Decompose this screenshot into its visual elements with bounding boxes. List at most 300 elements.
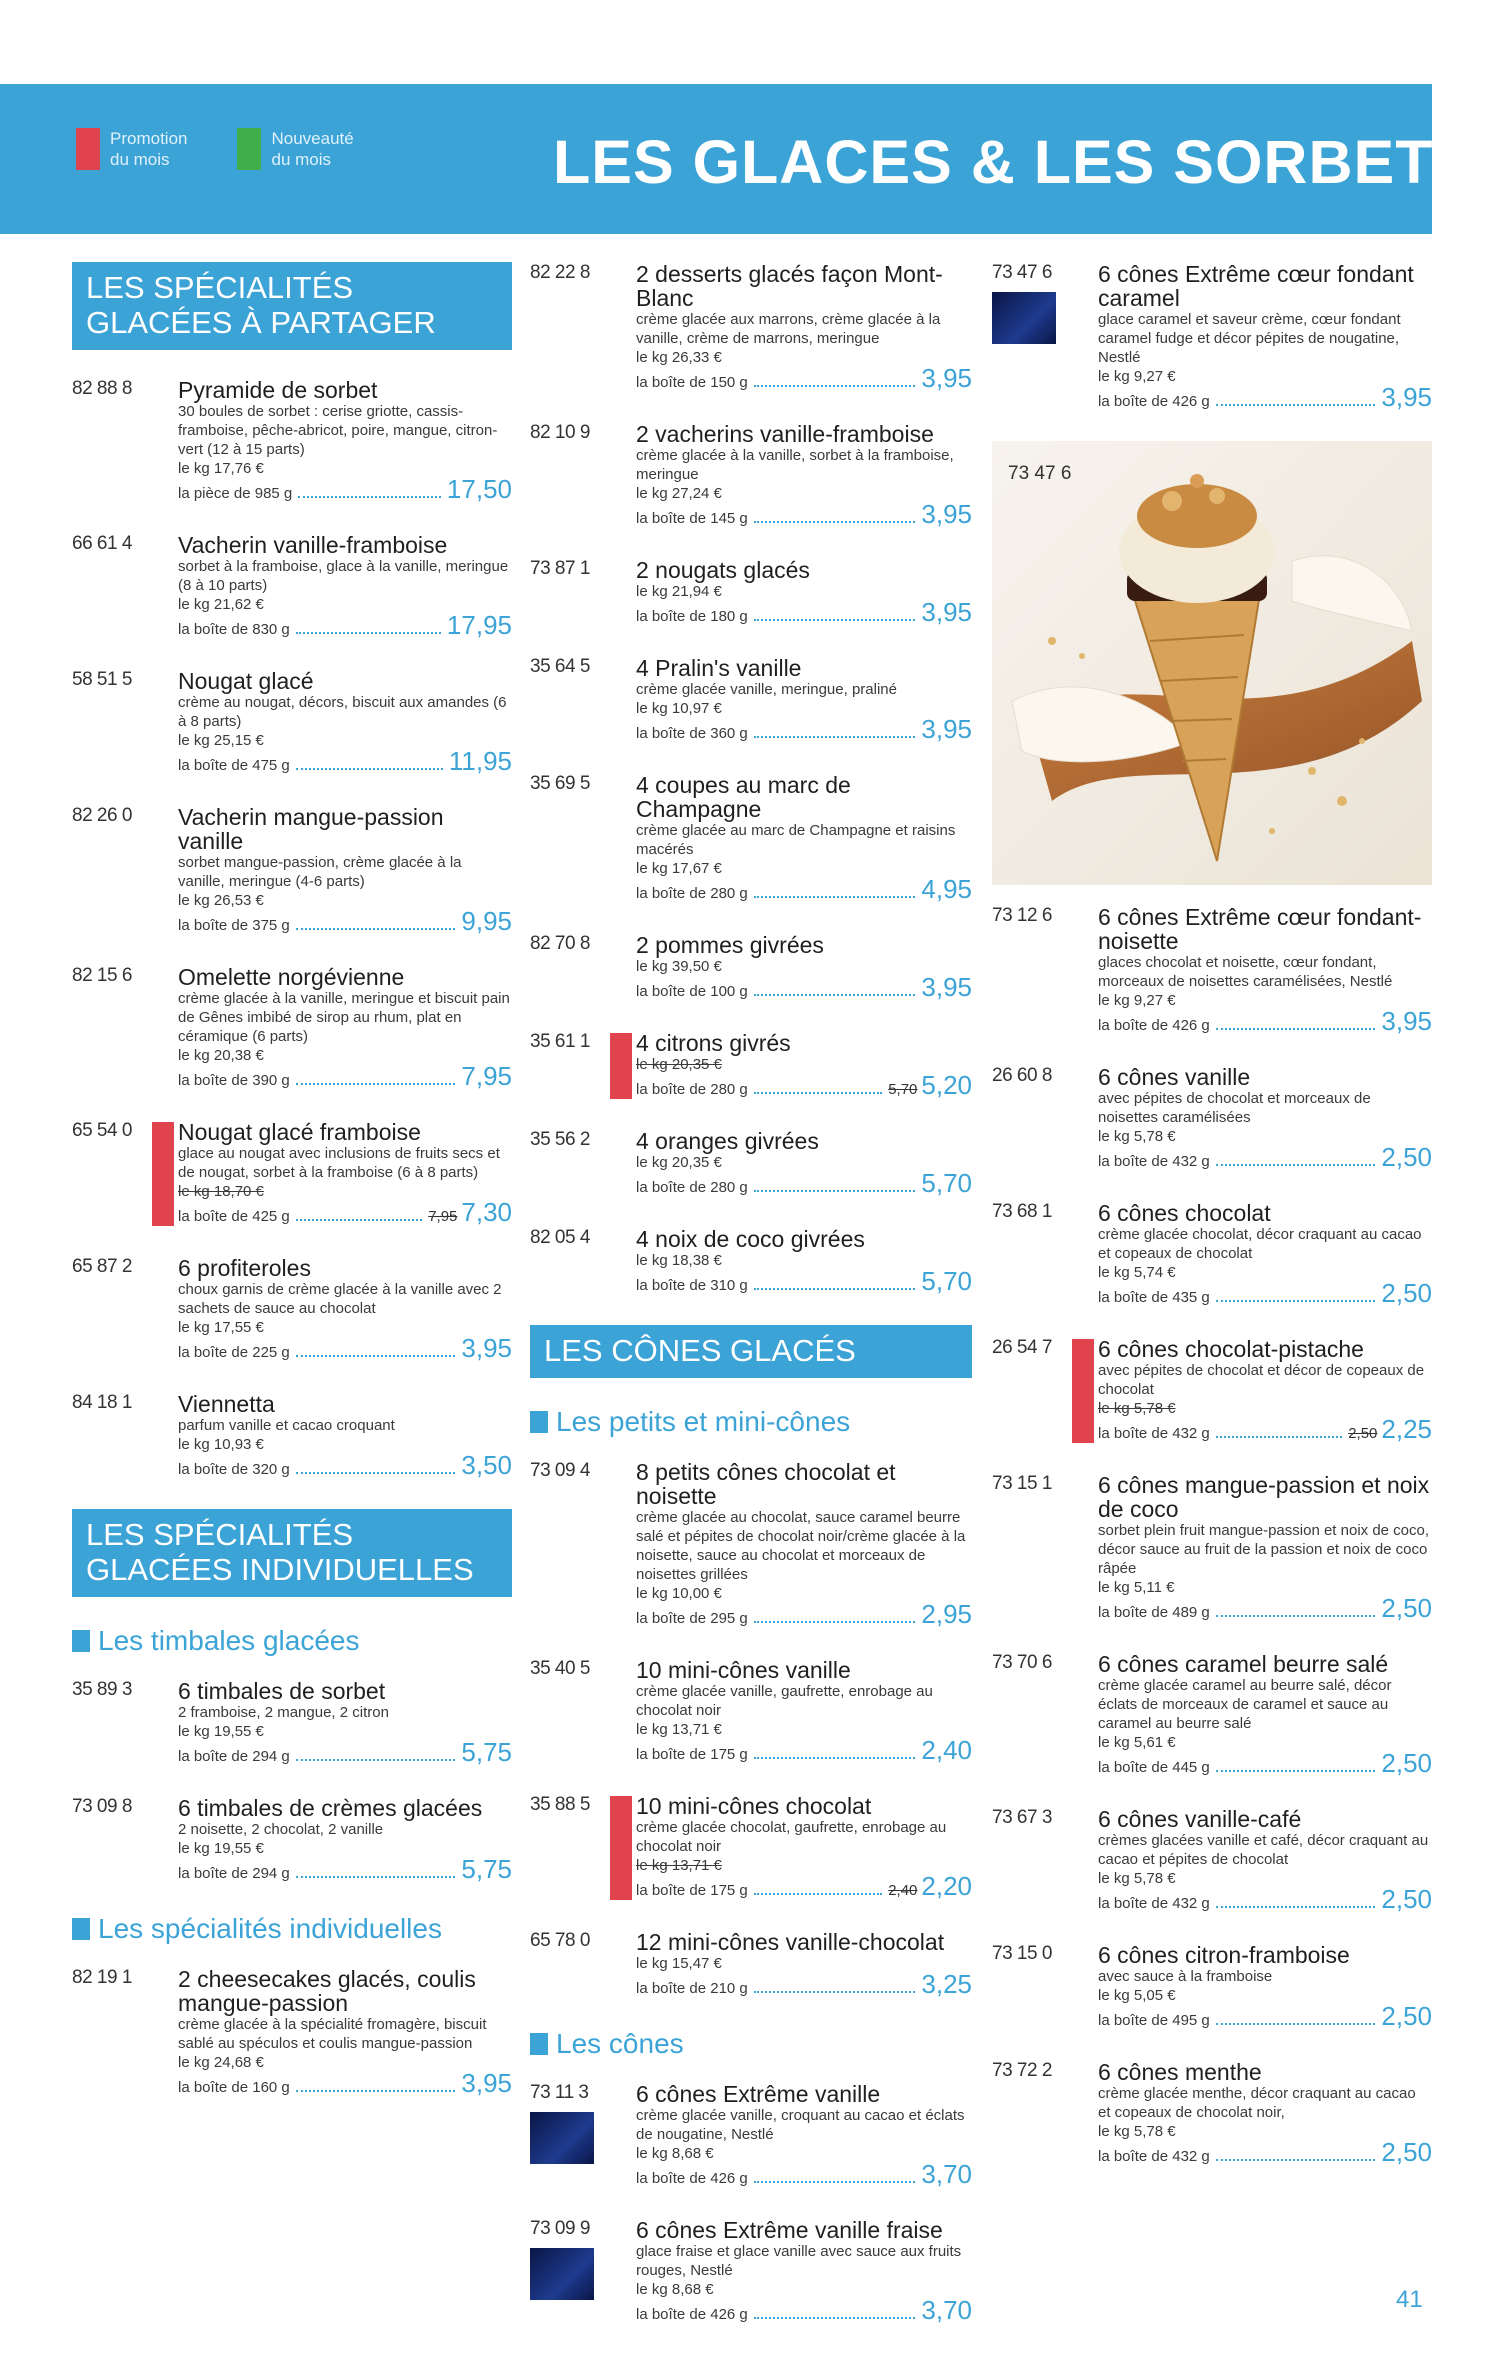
promotion-marker-icon [1072, 1339, 1094, 1443]
product-price: 11,95 [448, 746, 512, 776]
package-size: la boîte de 426 g [1098, 393, 1210, 410]
price-line [636, 597, 972, 628]
product-price: 3,50 [461, 1450, 512, 1480]
product-price: 3,95 [461, 1333, 512, 1363]
product-code: 82 70 8 [530, 933, 590, 954]
product-item [530, 262, 972, 394]
price-per-kg: le kg 20,35 € [636, 1056, 722, 1073]
package-size: la boîte de 175 g [636, 1746, 748, 1763]
legend-promotion-label-2: du mois [110, 150, 170, 169]
product-thumbnail-icon [530, 2112, 594, 2164]
price-per-kg: le kg 17,67 € [636, 860, 722, 877]
price-line [636, 1266, 972, 1297]
product-name: Pyramide de sorbet [178, 377, 378, 403]
product-code: 73 15 0 [992, 1943, 1052, 1964]
price-per-kg: le kg 26,33 € [636, 349, 722, 366]
leader-dots [1216, 1300, 1376, 1302]
price-line [178, 474, 512, 505]
leader-dots [296, 1876, 456, 1878]
product-description: crème glacée chocolat, décor craquant au cacao et copeaux de chocolat [1098, 1226, 1422, 1262]
package-size: la boîte de 210 g [636, 1980, 748, 1997]
subheading-cones [530, 2028, 972, 2060]
section-band-a-partager: LES SPÉCIALITÉS GLACÉES À PARTAGER [72, 262, 512, 350]
price-line [636, 1599, 972, 1630]
product-item [992, 1065, 1432, 1173]
leader-dots [754, 1893, 882, 1895]
product-code: 73 67 3 [992, 1807, 1052, 1828]
product-item [530, 1227, 972, 1297]
square-bullet-icon [72, 1630, 90, 1652]
price-line [636, 1735, 972, 1766]
product-price: 5,75 [461, 1854, 512, 1884]
product-code: 73 09 8 [72, 1796, 132, 1817]
price-per-kg: le kg 21,94 € [636, 583, 722, 600]
price-per-kg: le kg 19,55 € [178, 1723, 264, 1740]
price-line [178, 746, 512, 777]
leader-dots [754, 1190, 916, 1192]
price-line [178, 1333, 512, 1364]
product-price: 3,95 [921, 499, 972, 529]
product-description: crème glacée menthe, décor craquant au cacao et copeaux de chocolat noir, [1098, 2085, 1416, 2121]
price-line [1098, 1884, 1432, 1915]
product-code: 73 72 2 [992, 2060, 1052, 2081]
price-per-kg: le kg 5,78 € [1098, 1400, 1176, 1417]
product-price: 2,20 [921, 1871, 972, 1901]
price-line [636, 363, 972, 394]
legend [76, 128, 354, 170]
product-item [992, 262, 1432, 413]
product-item [72, 1679, 512, 1768]
leader-dots [754, 2317, 916, 2319]
price-per-kg: le kg 21,62 € [178, 596, 264, 613]
price-line [636, 1969, 972, 2000]
price-per-kg: le kg 13,71 € [636, 1721, 722, 1738]
product-description: glace fraise et glace vanille avec sauce aux fruits rouges, Nestlé [636, 2243, 962, 2279]
product-code: 35 64 5 [530, 656, 590, 677]
price-per-kg: le kg 26,53 € [178, 892, 264, 909]
product-name: 12 mini-cônes vanille-chocolat [636, 1929, 945, 1955]
price-per-kg: le kg 19,55 € [178, 1840, 264, 1857]
product-name: Viennetta [178, 1391, 275, 1417]
package-size: la boîte de 426 g [1098, 1017, 1210, 1034]
product-code: 26 60 8 [992, 1065, 1052, 1086]
ice-cream-cone-photo [992, 441, 1432, 885]
page-title: LES GLACES & LES SORBETS [553, 128, 1476, 196]
product-price: 7,95 [461, 1061, 512, 1091]
product-code: 84 18 1 [72, 1392, 132, 1413]
promo-swatch-icon [76, 128, 100, 170]
leader-dots [754, 736, 916, 738]
product-thumbnail-icon [992, 292, 1056, 344]
product-item [530, 1658, 972, 1766]
product-name: Vacherin vanille-framboise [178, 532, 448, 558]
package-size: la boîte de 435 g [1098, 1289, 1210, 1306]
product-list-cones-extreme [992, 262, 1432, 413]
leader-dots [754, 521, 916, 523]
product-description: sorbet mangue-passion, crème glacée à la vanille, meringue (4-6 parts) [178, 854, 462, 890]
promotion-marker-icon [610, 1033, 632, 1099]
package-size: la boîte de 426 g [636, 2170, 748, 2187]
product-description: crème glacée chocolat, gaufrette, enrobage au chocolat noir [636, 1819, 947, 1855]
product-item [72, 1796, 512, 1885]
product-price: 5,75 [461, 1737, 512, 1767]
product-name: Vacherin mangue-passion vanille [178, 804, 444, 854]
product-code: 73 09 4 [530, 1460, 590, 1481]
product-code: 35 56 2 [530, 1129, 590, 1150]
product-description: crème glacée vanille, gaufrette, enrobage au chocolat noir [636, 1683, 933, 1719]
promotion-marker-icon [610, 1796, 632, 1900]
product-price: 5,70 [921, 1266, 972, 1296]
product-name: Omelette norgévienne [178, 964, 405, 990]
leader-dots [754, 1991, 916, 1993]
product-item [72, 1256, 512, 1364]
price-per-kg: le kg 5,78 € [1098, 2123, 1176, 2140]
product-item [72, 965, 512, 1092]
package-size: la boîte de 425 g [178, 1208, 290, 1225]
price-per-kg: le kg 8,68 € [636, 2281, 714, 2298]
legend-promotion [76, 128, 187, 170]
product-price: 4,95 [921, 874, 972, 904]
square-bullet-icon [530, 2033, 548, 2055]
price-per-kg: le kg 9,27 € [1098, 992, 1176, 1009]
price-per-kg: le kg 20,38 € [178, 1047, 264, 1064]
product-item [72, 378, 512, 505]
price-line [1098, 382, 1432, 413]
package-size: la boîte de 360 g [636, 725, 748, 742]
product-code: 73 11 3 [530, 2082, 589, 2103]
product-item [530, 773, 972, 905]
price-per-kg: le kg 5,78 € [1098, 1870, 1176, 1887]
product-item [992, 1201, 1432, 1309]
product-item [992, 2060, 1432, 2168]
product-code: 35 69 5 [530, 773, 590, 794]
product-price: 17,50 [446, 474, 512, 504]
leader-dots [754, 1288, 916, 1290]
leader-dots [1216, 404, 1376, 406]
price-line [1098, 1142, 1432, 1173]
leader-dots [754, 994, 916, 996]
product-item [530, 1460, 972, 1630]
section-band-cones-glaces: LES CÔNES GLACÉS [530, 1325, 972, 1378]
leader-dots [296, 1472, 456, 1474]
product-list-specialites [72, 1967, 512, 2099]
product-name: Nougat glacé [178, 668, 314, 694]
product-description: avec sauce à la framboise [1098, 1968, 1273, 1985]
price-line [178, 1197, 512, 1228]
square-bullet-icon [530, 1411, 548, 1433]
leader-dots [298, 496, 441, 498]
product-item [72, 1392, 512, 1481]
product-code: 58 51 5 [72, 669, 132, 690]
product-name: 2 vacherins vanille-framboise [636, 421, 934, 447]
product-price: 2,40 [921, 1735, 972, 1765]
product-price: 2,50 [1381, 1748, 1432, 1778]
package-size: la boîte de 294 g [178, 1748, 290, 1765]
product-code: 65 78 0 [530, 1930, 590, 1951]
photo-product-code: 73 47 6 [1008, 463, 1072, 484]
leader-dots [1216, 2023, 1376, 2025]
product-price: 3,95 [921, 597, 972, 627]
leader-dots [1216, 2159, 1376, 2161]
product-item [992, 1943, 1432, 2032]
product-code: 82 15 6 [72, 965, 132, 986]
package-size: la boîte de 175 g [636, 1882, 748, 1899]
product-description: crème glacée vanille, croquant au cacao et éclats de nougatine, Nestlé [636, 2107, 965, 2143]
leader-dots [754, 2181, 916, 2183]
price-line [1098, 1414, 1432, 1445]
product-code: 35 89 3 [72, 1679, 132, 1700]
price-line [636, 499, 972, 530]
price-line [178, 1061, 512, 1092]
product-item [72, 1120, 512, 1228]
product-code: 26 54 7 [992, 1337, 1052, 1358]
product-item [992, 1807, 1432, 1915]
price-per-kg: le kg 9,27 € [1098, 368, 1176, 385]
price-line [1098, 1278, 1432, 1309]
price-per-kg: le kg 25,15 € [178, 732, 264, 749]
price-per-kg: le kg 5,74 € [1098, 1264, 1176, 1281]
product-description: 2 framboise, 2 mangue, 2 citron [178, 1704, 389, 1721]
product-item [530, 1930, 972, 2000]
product-description: crème glacée à la vanille, sorbet à la framboise, meringue [636, 447, 954, 483]
product-item [992, 1337, 1432, 1445]
product-price: 3,95 [921, 714, 972, 744]
section-band-individuelles: LES SPÉCIALITÉS GLACÉES INDIVIDUELLES [72, 1509, 512, 1597]
product-code: 66 61 4 [72, 533, 132, 554]
product-price: 17,95 [446, 610, 512, 640]
product-code: 35 61 1 [530, 1031, 590, 1052]
old-price: 5,70 [888, 1081, 918, 1098]
legend-nouveaute-label-2: du mois [271, 150, 332, 169]
package-size: la boîte de 180 g [636, 608, 748, 625]
package-size: la boîte de 280 g [636, 1081, 748, 1098]
product-list-cones [530, 2082, 972, 2326]
product-item [530, 422, 972, 530]
product-name: 6 cônes Extrême cœur fondant caramel [1098, 261, 1414, 311]
price-line [636, 714, 972, 745]
subheading-timbales-label: Les timbales glacées [98, 1625, 360, 1656]
subheading-cones-label: Les cônes [556, 2028, 684, 2059]
product-list-desserts [530, 262, 972, 1297]
product-name: Nougat glacé framboise [178, 1119, 421, 1145]
price-per-kg: le kg 5,61 € [1098, 1734, 1176, 1751]
package-size: la boîte de 295 g [636, 1610, 748, 1627]
square-bullet-icon [72, 1918, 90, 1940]
price-per-kg: le kg 17,55 € [178, 1319, 264, 1336]
product-price: 3,95 [1381, 382, 1432, 412]
product-price: 3,95 [921, 972, 972, 1002]
product-price: 3,70 [921, 2295, 972, 2325]
product-code: 35 40 5 [530, 1658, 590, 1679]
leader-dots [1216, 1906, 1376, 1908]
product-description: crème glacée à la spécialité fromagère, biscuit sablé au spéculos et coulis mangue-passion [178, 2016, 487, 2052]
product-name: 4 oranges givrées [636, 1128, 819, 1154]
price-line [636, 874, 972, 905]
product-list-a-partager [72, 378, 512, 1481]
product-name: 4 Pralin's vanille [636, 655, 802, 681]
price-line [178, 610, 512, 641]
product-code: 82 19 1 [72, 1967, 132, 1988]
product-name: 2 cheesecakes glacés, coulis mangue-passion [178, 1966, 476, 2016]
subheading-timbales [72, 1625, 512, 1657]
product-price: 2,95 [921, 1599, 972, 1629]
product-code: 73 15 1 [992, 1473, 1052, 1494]
product-item [530, 656, 972, 745]
promotion-marker-icon [152, 1122, 174, 1226]
leader-dots [296, 2090, 456, 2092]
package-size: la boîte de 432 g [1098, 1425, 1210, 1442]
leader-dots [754, 385, 916, 387]
product-name: 6 cônes Extrême cœur fondant-noisette [1098, 904, 1422, 954]
price-per-kg: le kg 10,97 € [636, 700, 722, 717]
product-name: 4 noix de coco givrées [636, 1226, 865, 1252]
product-code: 82 26 0 [72, 805, 132, 826]
package-size: la boîte de 280 g [636, 885, 748, 902]
product-name: 6 cônes Extrême vanille fraise [636, 2217, 943, 2243]
product-description: crèmes glacées vanille et café, décor craquant au cacao et pépites de chocolat [1098, 1832, 1429, 1868]
product-name: 6 cônes caramel beurre salé [1098, 1651, 1389, 1677]
price-line [636, 1168, 972, 1199]
price-line [636, 1871, 972, 1902]
product-code: 82 10 9 [530, 422, 590, 443]
leader-dots [296, 1355, 456, 1357]
product-item [72, 533, 512, 641]
cone-illustration-icon [992, 441, 1432, 885]
product-code: 82 05 4 [530, 1227, 590, 1248]
price-per-kg: le kg 10,93 € [178, 1436, 264, 1453]
leader-dots [754, 1621, 916, 1623]
package-size: la boîte de 432 g [1098, 1895, 1210, 1912]
product-price: 5,20 [921, 1070, 972, 1100]
product-price: 2,50 [1381, 1593, 1432, 1623]
leader-dots [296, 768, 443, 770]
product-name: 2 pommes givrées [636, 932, 824, 958]
package-size: la boîte de 432 g [1098, 1153, 1210, 1170]
column-3 [992, 262, 1432, 2196]
subheading-petits-cones-label: Les petits et mini-cônes [556, 1406, 851, 1437]
product-code: 73 09 9 [530, 2218, 590, 2239]
product-list-mini-cones [530, 1460, 972, 2000]
package-size: la boîte de 100 g [636, 983, 748, 1000]
product-item [530, 2218, 972, 2326]
product-thumbnail-icon [530, 2248, 594, 2300]
product-description: glace au nougat avec inclusions de fruits secs et de nougat, sorbet à la framboise (6 à 8 parts) [178, 1145, 500, 1181]
old-price: 2,50 [1348, 1425, 1378, 1442]
product-price: 3,25 [921, 1969, 972, 1999]
product-list-timbales [72, 1679, 512, 1885]
product-code: 82 88 8 [72, 378, 132, 399]
product-name: 6 cônes vanille-café [1098, 1806, 1302, 1832]
product-name: 8 petits cônes chocolat et noisette [636, 1459, 896, 1509]
product-description: avec pépites de chocolat et décor de copeaux de chocolat [1098, 1362, 1425, 1398]
leader-dots [1216, 1615, 1376, 1617]
product-description: crème glacée vanille, meringue, praliné [636, 681, 897, 698]
column-1 [72, 262, 512, 2127]
leader-dots [754, 619, 916, 621]
column-2 [530, 262, 972, 2354]
product-item [992, 905, 1432, 1037]
product-name: 6 cônes mangue-passion et noix de coco [1098, 1472, 1430, 1522]
package-size: la boîte de 426 g [636, 2306, 748, 2323]
price-line [636, 2295, 972, 2326]
price-line [1098, 1006, 1432, 1037]
product-price: 5,70 [921, 1168, 972, 1198]
product-price: 2,50 [1381, 1278, 1432, 1308]
product-item [72, 1967, 512, 2099]
legend-promotion-label-1: Promotion [110, 129, 188, 148]
price-line [1098, 1748, 1432, 1779]
price-line [636, 1070, 972, 1101]
price-per-kg: le kg 8,68 € [636, 2145, 714, 2162]
leader-dots [296, 928, 456, 930]
product-description: crème glacée au marc de Champagne et raisins macérés [636, 822, 956, 858]
package-size: la boîte de 294 g [178, 1865, 290, 1882]
subheading-petits-cones [530, 1406, 972, 1438]
price-line [178, 1737, 512, 1768]
product-name: 4 coupes au marc de Champagne [636, 772, 851, 822]
product-name: 6 cônes chocolat-pistache [1098, 1336, 1364, 1362]
product-description: choux garnis de crème glacée à la vanille avec 2 sachets de sauce au chocolat [178, 1281, 502, 1317]
package-size: la boîte de 475 g [178, 757, 290, 774]
leader-dots [1216, 1436, 1342, 1438]
package-size: la pièce de 985 g [178, 485, 293, 502]
product-name: 6 timbales de sorbet [178, 1678, 386, 1704]
product-price: 2,25 [1381, 1414, 1432, 1444]
price-per-kg: le kg 10,00 € [636, 1585, 722, 1602]
product-name: 10 mini-cônes vanille [636, 1657, 851, 1683]
price-line [1098, 1593, 1432, 1624]
old-price: 2,40 [888, 1882, 918, 1899]
product-description: avec pépites de chocolat et morceaux de noisettes caramélisées [1098, 1090, 1371, 1126]
package-size: la boîte de 310 g [636, 1277, 748, 1294]
price-per-kg: le kg 15,47 € [636, 1955, 722, 1972]
price-per-kg: le kg 18,38 € [636, 1252, 722, 1269]
product-code: 82 22 8 [530, 262, 590, 283]
product-item [72, 669, 512, 777]
product-description: 2 noisette, 2 chocolat, 2 vanille [178, 1821, 384, 1838]
package-size: la boîte de 375 g [178, 917, 290, 934]
product-item [72, 805, 512, 937]
product-item [530, 2082, 972, 2190]
package-size: la boîte de 160 g [178, 2079, 290, 2096]
legend-nouveaute-label-1: Nouveauté [271, 129, 354, 148]
product-price: 2,50 [1381, 1142, 1432, 1172]
product-price: 3,70 [921, 2159, 972, 2189]
package-size: la boîte de 830 g [178, 621, 290, 638]
package-size: la boîte de 432 g [1098, 2148, 1210, 2165]
leader-dots [296, 632, 441, 634]
new-swatch-icon [237, 128, 261, 170]
price-line [636, 2159, 972, 2190]
product-name: 10 mini-cônes chocolat [636, 1793, 872, 1819]
leader-dots [1216, 1164, 1376, 1166]
product-item [992, 1473, 1432, 1624]
product-name: 6 cônes citron-framboise [1098, 1942, 1350, 1968]
package-size: la boîte de 445 g [1098, 1759, 1210, 1776]
price-per-kg: le kg 39,50 € [636, 958, 722, 975]
product-code: 73 47 6 [992, 262, 1052, 283]
price-per-kg: le kg 18,70 € [178, 1183, 264, 1200]
subheading-specialites-individuelles [72, 1913, 512, 1945]
product-description: glaces chocolat et noisette, cœur fondant, morceaux de noisettes caramélisées, Nestlé [1098, 954, 1393, 990]
price-per-kg: le kg 20,35 € [636, 1154, 722, 1171]
price-line [636, 972, 972, 1003]
product-name: 6 profiteroles [178, 1255, 311, 1281]
product-name: 2 nougats glacés [636, 557, 810, 583]
legend-nouveaute [237, 128, 353, 170]
package-size: la boîte de 495 g [1098, 2012, 1210, 2029]
product-description: 30 boules de sorbet : cerise griotte, cassis-framboise, pêche-abricot, poire, mangue, citron-vert (12 à 15 parts) [178, 403, 498, 458]
